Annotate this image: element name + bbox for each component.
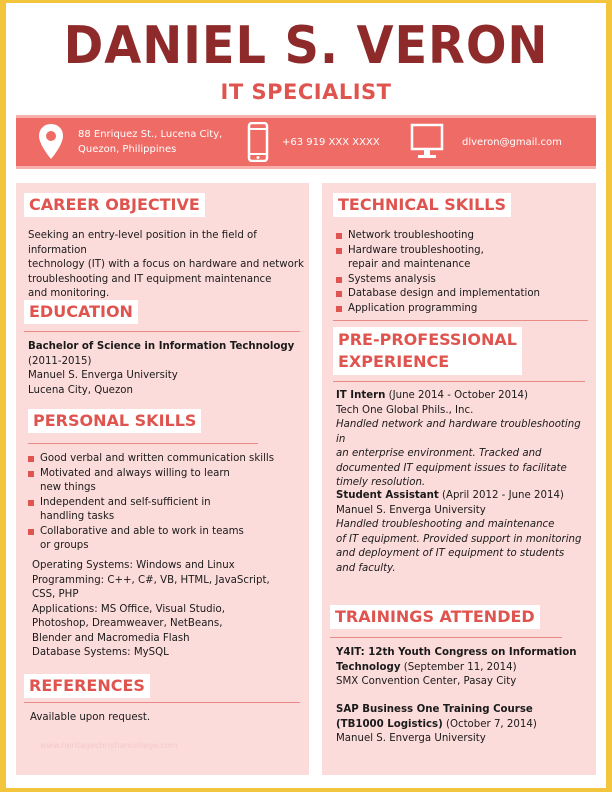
list-item: Application programming: [336, 302, 591, 317]
job-desc-line: and faculty.: [336, 562, 396, 574]
phone-number: +63 919 XXX XXXX: [282, 136, 380, 148]
technical-skills-divider: [333, 320, 588, 321]
training-item-1: [336, 646, 591, 690]
list-item: Hardware troubleshooting, repair and maintenance: [336, 244, 591, 273]
job-title: IT SPECIALIST: [220, 80, 392, 104]
job-desc-line: timely resolution.: [336, 477, 426, 488]
technical-skills-list: [336, 229, 591, 316]
job-company: Tech One Global Phils., Inc.: [336, 404, 474, 416]
training-title: (TB1000 Logistics): [336, 718, 443, 730]
technical-details: [32, 559, 302, 661]
objective-line: technology (IT) with a focus on hardware and network: [28, 259, 304, 270]
job-role: Student Assistant: [336, 490, 439, 501]
list-item: Systems analysis: [336, 273, 591, 288]
detail-line: Photoshop, Dreamweaver, NetBeans,: [32, 618, 223, 629]
job-desc-line: an enterprise environment. Tracked and: [336, 448, 542, 459]
training-title: Technology: [336, 661, 401, 673]
list-item: Database design and implementation: [336, 287, 591, 302]
personal-skills-list: [28, 452, 304, 554]
watermark: www.heritagechristiancollege.com: [40, 741, 178, 750]
job-dates: (April 2012 - June 2014): [438, 490, 564, 501]
detail-line: CSS, PHP: [32, 589, 79, 600]
degree: Bachelor of Science in Information Technology: [28, 341, 295, 352]
job-desc-line: Handled troubleshooting and maintenance: [336, 519, 555, 530]
school-location: Lucena City, Quezon: [28, 384, 133, 396]
education-years: (2011-2015): [28, 355, 92, 367]
education-details: [28, 340, 304, 398]
personal-skills-divider: [28, 443, 258, 444]
training-venue: SMX Convention Center, Pasay City: [336, 676, 517, 687]
monitor-icon: [410, 121, 444, 163]
career-objective-heading: CAREER OBJECTIVE: [24, 193, 205, 217]
objective-line: and monitoring.: [28, 288, 110, 299]
education-heading: EDUCATION: [24, 300, 138, 324]
job-desc-line: documented IT equipment issues to facilitate: [336, 462, 567, 474]
job-dates: (June 2014 - October 2014): [385, 390, 529, 401]
contact-phone: [246, 118, 380, 166]
detail-line: Programming: C++, C#, VB, HTML, JavaScript,: [32, 574, 270, 586]
education-divider: [24, 331, 300, 332]
experience-job-1: [336, 389, 591, 491]
detail-line: Blender and Macromedia Flash: [32, 632, 190, 644]
technical-skills-heading: TECHNICAL SKILLS: [333, 193, 511, 217]
job-company: Manuel S. Enverga University: [336, 504, 486, 516]
training-date: (October 7, 2014): [442, 718, 537, 730]
list-item: Collaborative and able to work in teams or groups: [28, 525, 304, 554]
location-pin-icon: [36, 122, 66, 162]
references-text: Available upon request.: [30, 712, 151, 723]
list-item: Good verbal and written communication skills: [28, 452, 304, 467]
career-objective-text: [28, 229, 304, 302]
trainings-heading: TRAININGS ATTENDED: [330, 605, 540, 629]
objective-line: Seeking an entry-level position in the field of information: [28, 230, 257, 256]
training-title: Y4IT: 12th Youth Congress on Information: [336, 647, 577, 658]
job-desc-line: and deployment of IT equipment to students: [336, 548, 565, 559]
experience-job-2: [336, 489, 591, 576]
contact-email: [410, 118, 562, 166]
contact-address: [36, 118, 222, 166]
training-date: (September 11, 2014): [400, 661, 517, 673]
address-line-1: 88 Enriquez St., Lucena City,: [78, 129, 223, 140]
experience-heading: PRE-PROFESSIONAL EXPERIENCE: [333, 327, 522, 375]
detail-line: Operating Systems: Windows and Linux: [32, 560, 235, 571]
list-item: Network troubleshooting: [336, 229, 591, 244]
school-name: Manuel S. Enverga University: [28, 370, 178, 381]
address-line-2: Quezon, Philippines: [78, 144, 177, 155]
references-heading: REFERENCES: [24, 674, 150, 698]
detail-line: Applications: MS Office, Visual Studio,: [32, 603, 225, 615]
personal-skills-heading: PERSONAL SKILLS: [28, 409, 201, 433]
trainings-divider: [330, 637, 562, 638]
job-role: IT Intern: [336, 390, 386, 401]
list-item: Independent and self-sufficient in handling tasks: [28, 496, 304, 525]
job-desc-line: Handled network and hardware troubleshooting in: [336, 419, 581, 445]
references-divider: [24, 702, 300, 703]
job-desc-line: of IT equipment. Provided support in monitoring: [336, 533, 582, 545]
contact-bar: [16, 115, 596, 169]
email-address: dlveron@gmail.com: [462, 136, 562, 148]
training-venue: Manuel S. Enverga University: [336, 733, 486, 744]
detail-line: Database Systems: MySQL: [32, 647, 169, 658]
objective-line: troubleshooting and IT equipment maintenance: [28, 273, 272, 285]
training-title: SAP Business One Training Course: [336, 704, 533, 715]
list-item: Motivated and always willing to learn new things: [28, 467, 304, 496]
training-item-2: [336, 703, 591, 747]
experience-divider: [333, 381, 585, 382]
candidate-name: DANIEL S. VERON: [63, 16, 549, 76]
phone-icon: [246, 121, 270, 163]
